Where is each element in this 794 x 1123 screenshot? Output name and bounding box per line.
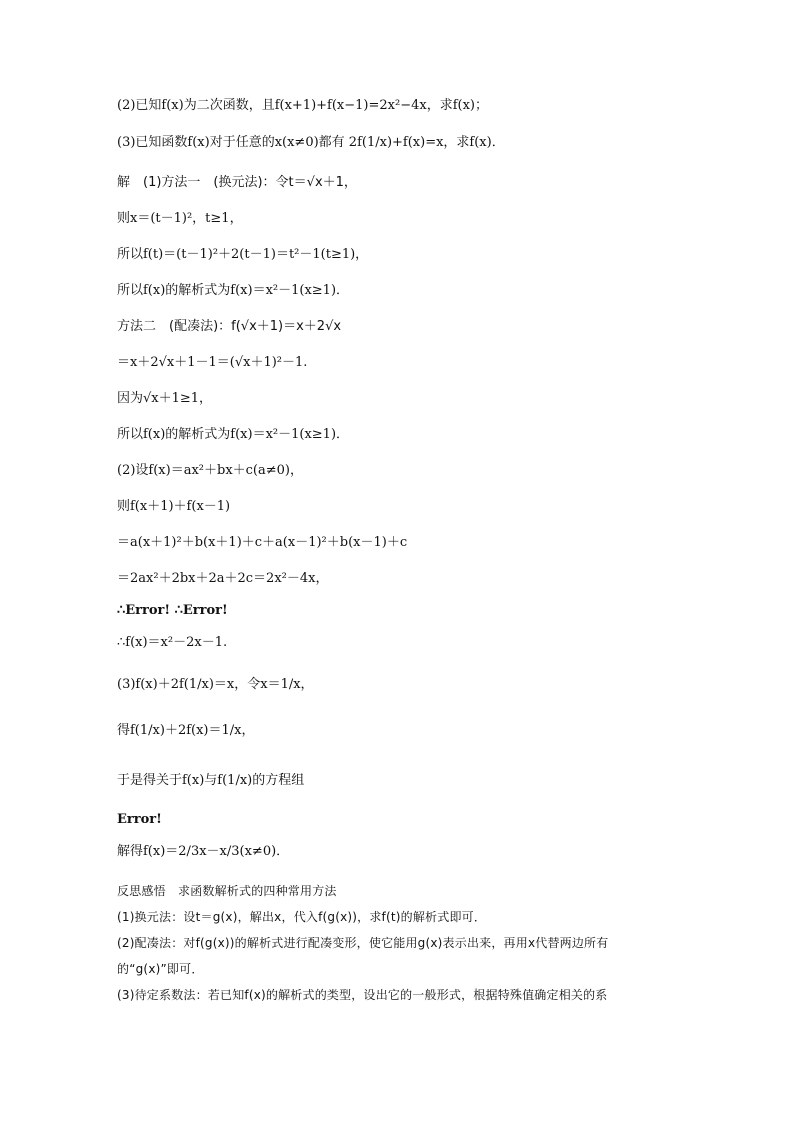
problem-part-2: (2)已知f(x)为二次函数，且f(x+1)+f(x−1)=2x²−4x，求f(x)； — [117, 98, 488, 113]
solution-line: ＝2ax²＋2bx＋2a＋2c＝2x²－4x， — [117, 571, 329, 586]
reflection-item: (1)换元法：设t＝g(x)，解出x，代入f(g(x))，求f(t)的解析式即可． — [117, 910, 487, 924]
solution-line: ＝a(x＋1)²＋b(x＋1)＋c＋a(x－1)²＋b(x－1)＋c — [117, 535, 408, 550]
solution-line: 解得f(x)＝2/3x－x/3(x≠0)． — [117, 844, 290, 859]
reflection-item: 的“g(x)”即可． — [117, 962, 204, 976]
solution-line: (2)设f(x)＝ax²＋bx＋c(a≠0)， — [117, 463, 303, 478]
solution-line: (3)f(x)＋2f(1/x)＝x，令x＝1/x， — [117, 677, 314, 692]
solution-line: 所以f(x)的解析式为f(x)＝x²－1(x≥1)． — [117, 283, 350, 298]
solution-line: 则f(x＋1)＋f(x－1) — [117, 499, 231, 514]
solution-line: 因为√x＋1≥1， — [117, 391, 213, 406]
solution-line: 得f(1/x)＋2f(x)＝1/x， — [117, 723, 255, 738]
problem-part-3: (3)已知函数f(x)对于任意的x(x≠0)都有 2f(1/x)+f(x)=x，求f(x)． — [117, 135, 505, 150]
solution-line: 方法二 (配凑法)：f(√x＋1)＝x＋2√x — [117, 319, 342, 334]
reflection-title: 反思感悟 求函数解析式的四种常用方法 — [117, 884, 337, 898]
solution-line: 则x＝(t－1)²，t≥1， — [117, 211, 243, 226]
solution-line: 解 (1)方法一 (换元法)：令t＝√x＋1， — [117, 175, 357, 190]
solution-line: ∴Error! ∴Error! — [117, 603, 228, 618]
reflection-item: (3)待定系数法：若已知f(x)的解析式的类型，设出它的一般形式，根据特殊值确定相关的系 — [117, 988, 608, 1002]
reflection-item: (2)配凑法：对f(g(x))的解析式进行配凑变形，使它能用g(x)表示出来，再用x代替两边所有 — [117, 936, 609, 950]
solution-line: ＝x＋2√x＋1－1＝(√x＋1)²－1. — [117, 355, 308, 370]
solution-line: Error! — [117, 812, 162, 827]
solution-line: 所以f(x)的解析式为f(x)＝x²－1(x≥1)． — [117, 427, 350, 442]
solution-line: ∴f(x)＝x²－2x－1. — [117, 635, 228, 650]
solution-line: 于是得关于f(x)与f(1/x)的方程组 — [117, 773, 305, 788]
solution-line: 所以f(t)＝(t－1)²＋2(t－1)＝t²－1(t≥1)， — [117, 247, 369, 262]
